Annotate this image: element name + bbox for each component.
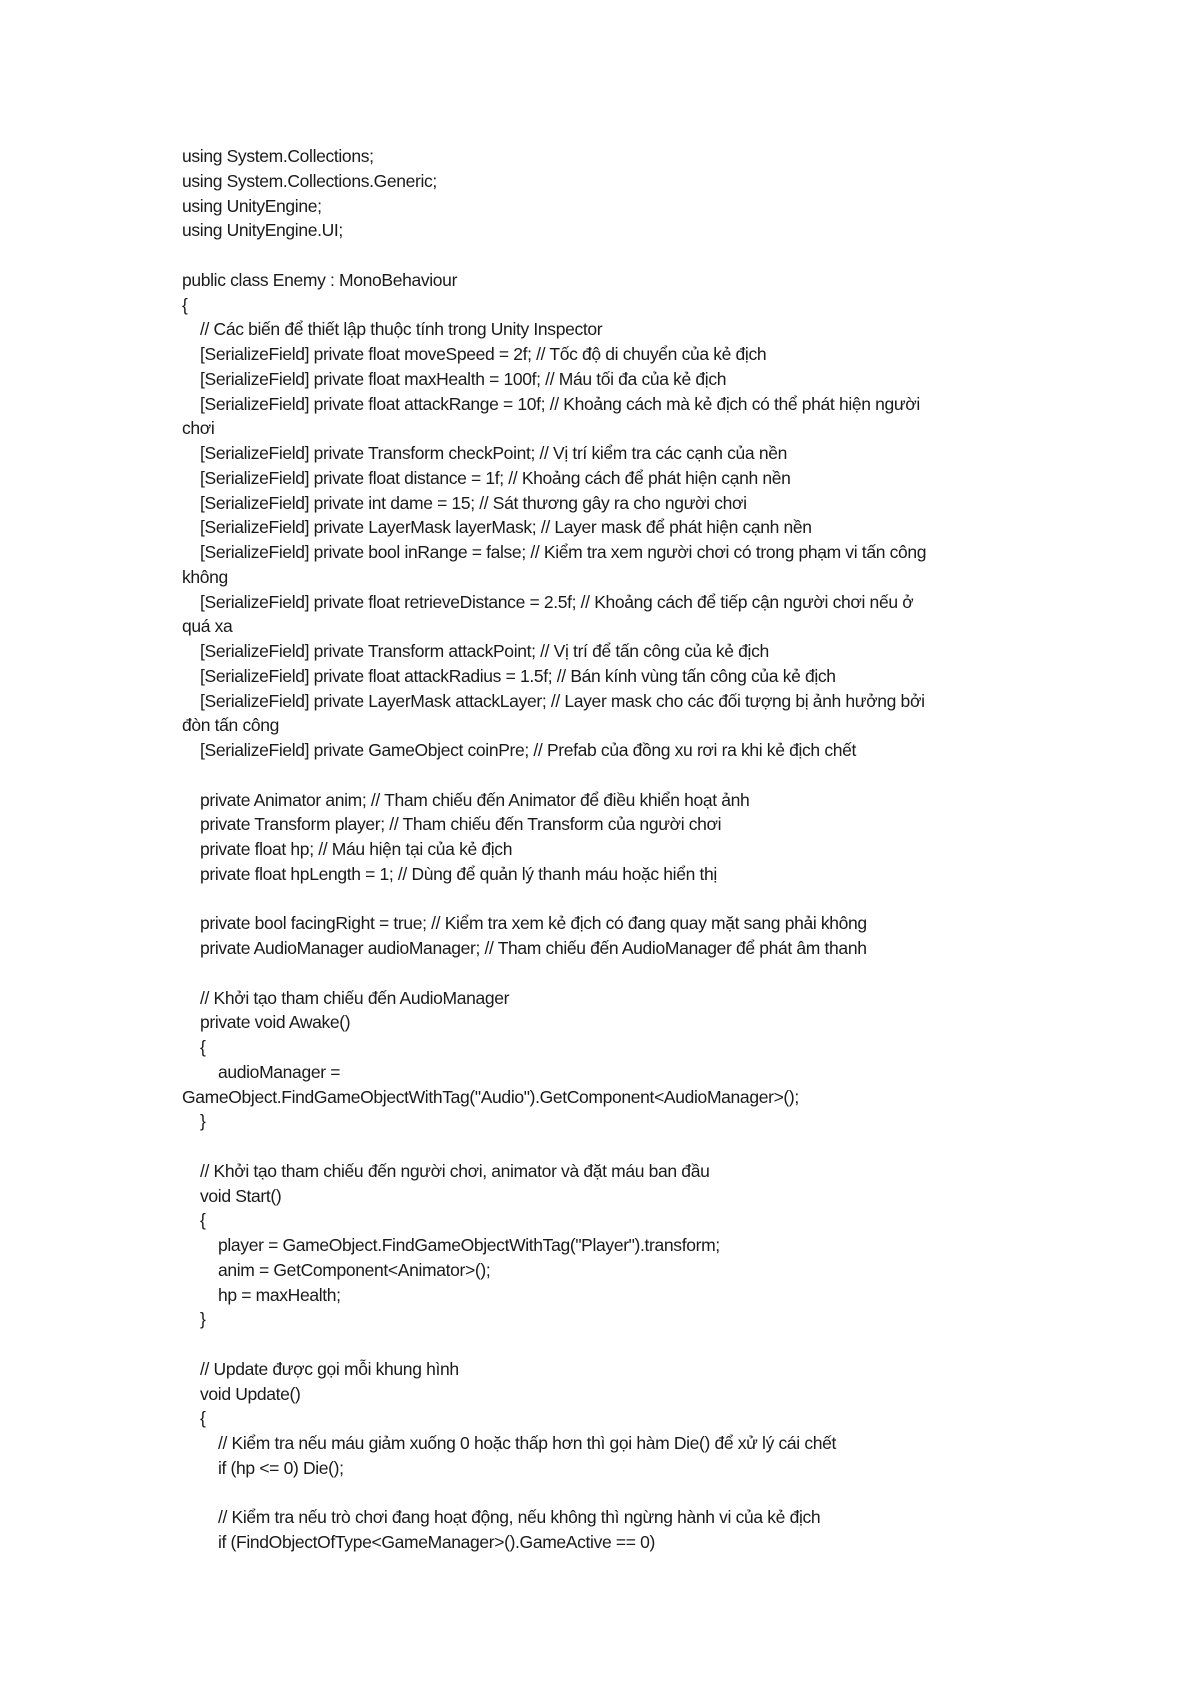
code-line: [SerializeField] private int dame = 15; // Sát thương gây ra cho người chơi (200, 492, 747, 513)
code-line: anim = GetComponent<Animator>(); (218, 1259, 491, 1280)
code-line: // Kiểm tra nếu trò chơi đang hoạt động, nếu không thì ngừng hành vi của kẻ địch (218, 1507, 821, 1528)
code-line: [SerializeField] private float maxHealth = 100f; // Máu tối đa của kẻ địch (200, 368, 727, 389)
code-line: if (hp <= 0) Die(); (218, 1457, 344, 1478)
code-line: // Khởi tạo tham chiếu đến AudioManager (200, 987, 510, 1008)
blank-line (182, 961, 1032, 986)
code-line: void Update() (200, 1383, 301, 1404)
blank-line (182, 887, 1032, 912)
code-line: private float hpLength = 1; // Dùng để quản lý thanh máu hoặc hiển thị (200, 863, 717, 884)
code-line: không (182, 566, 228, 587)
blank-line (182, 243, 1032, 268)
code-line: // Các biến để thiết lập thuộc tính trong Unity Inspector (200, 319, 603, 340)
code-line: // Khởi tạo tham chiếu đến người chơi, animator và đặt máu ban đầu (200, 1160, 710, 1181)
code-line: [SerializeField] private Transform attackPoint; // Vị trí để tấn công của kẻ địch (200, 641, 769, 661)
code-line: private void Awake() (200, 1012, 351, 1033)
code-line: [SerializeField] private LayerMask layerMask; // Layer mask để phát hiện cạnh nền (200, 517, 812, 538)
code-line: // Update được gọi mỗi khung hình (200, 1358, 459, 1379)
code-line: GameObject.FindGameObjectWithTag("Audio").GetComponent<AudioManager>(); (182, 1086, 799, 1107)
code-line: } (200, 1111, 206, 1132)
code-line: using UnityEngine.UI; (182, 220, 343, 241)
code-line: quá xa (182, 616, 233, 637)
code-line: private Transform player; // Tham chiếu đến Transform của người chơi (200, 814, 722, 835)
code-line: chơi (182, 418, 215, 439)
code-line: using System.Collections; (182, 146, 374, 166)
code-line: if (FindObjectOfType<GameManager>().GameActive == 0) (218, 1532, 655, 1552)
code-line: private float hp; // Máu hiện tại của kẻ địch (200, 839, 513, 859)
code-line: public class Enemy : MonoBehaviour (182, 269, 458, 290)
code-line: private AudioManager audioManager; // Tham chiếu đến AudioManager để phát âm thanh (200, 938, 867, 958)
code-line: void Start() (200, 1185, 282, 1206)
blank-line (182, 1134, 1032, 1159)
code-line: { (200, 1037, 206, 1057)
blank-line (182, 1332, 1032, 1357)
code-line: { (200, 1408, 206, 1429)
code-line: using System.Collections.Generic; (182, 170, 437, 191)
code-line: // Kiểm tra nếu máu giảm xuống 0 hoặc thấp hơn thì gọi hàm Die() để xử lý cái chết (218, 1433, 837, 1453)
blank-line (182, 1481, 1032, 1506)
code-line: [SerializeField] private Transform checkPoint; // Vị trí kiểm tra các cạnh của nền (200, 443, 787, 463)
code-line: [SerializeField] private float attackRange = 10f; // Khoảng cách mà kẻ địch có thể phát hiện người (200, 393, 920, 414)
code-line: [SerializeField] private LayerMask attackLayer; // Layer mask cho các đối tượng bị ảnh hưởng bởi (200, 690, 925, 711)
code-line: [SerializeField] private float retrieveDistance = 2.5f; // Khoảng cách để tiếp cận người chơi nếu ở (200, 591, 914, 612)
code-line: hp = maxHealth; (218, 1284, 341, 1305)
blank-line (182, 763, 1032, 788)
code-line: [SerializeField] private float attackRadius = 1.5f; // Bán kính vùng tấn công của kẻ địch (200, 665, 836, 686)
code-line: audioManager = (218, 1061, 341, 1082)
code-line: using UnityEngine; (182, 195, 322, 216)
code-line: } (200, 1309, 206, 1330)
code-listing (182, 144, 1032, 1555)
code-line: private Animator anim; // Tham chiếu đến Animator để điều khiển hoạt ảnh (200, 789, 750, 810)
code-line: { (182, 294, 188, 315)
code-line: private bool facingRight = true; // Kiểm tra xem kẻ địch có đang quay mặt sang phải không (200, 913, 867, 934)
code-line: đòn tấn công (182, 715, 279, 736)
code-line: [SerializeField] private float distance = 1f; // Khoảng cách để phát hiện cạnh nền (200, 467, 791, 488)
code-line: [SerializeField] private GameObject coinPre; // Prefab của đồng xu rơi ra khi kẻ địch chết (200, 740, 856, 760)
code-line: [SerializeField] private float moveSpeed = 2f; // Tốc độ di chuyển của kẻ địch (200, 344, 767, 364)
code-line: player = GameObject.FindGameObjectWithTag("Player").transform; (218, 1235, 720, 1255)
code-line: [SerializeField] private bool inRange = false; // Kiểm tra xem người chơi có trong phạm vi tấn công (200, 542, 927, 562)
code-line: { (200, 1210, 206, 1231)
